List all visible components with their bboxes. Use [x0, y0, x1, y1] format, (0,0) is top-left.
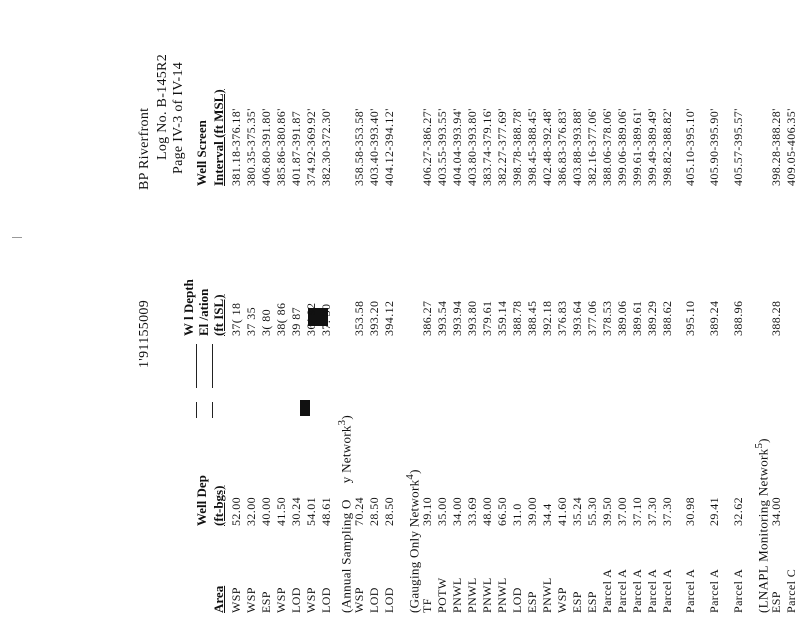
table-cell-area: PNWL	[450, 577, 464, 613]
table-cell-area: ESP	[259, 591, 273, 613]
table-cell-area: WSP	[244, 587, 258, 613]
table-cell-depth: 41.60	[555, 497, 569, 526]
table-cell-screen: 381.18-376.18'	[229, 108, 243, 186]
col-depth-header-1: Well Dep	[194, 475, 209, 526]
table-cell-elev: 37( 18	[229, 302, 243, 336]
table-cell-area: ESP	[769, 591, 783, 613]
table-cell-elev: 392.18	[540, 300, 554, 336]
table-cell-elev: 393.80	[465, 300, 479, 336]
table-cell-area: PNWL	[495, 577, 509, 613]
table-cell-area: Parcel A	[615, 568, 629, 613]
table-cell-depth: 55.30	[585, 497, 599, 526]
table-cell-screen: 403.88-393.88'	[570, 108, 584, 186]
col-screen-header-2: Interval (ft MSL)	[211, 89, 226, 186]
table-cell-screen: 385.86-380.86'	[274, 108, 288, 186]
table-cell-elev: 395.10	[683, 300, 697, 336]
table-cell-depth: 39.50	[600, 497, 614, 526]
table-cell-screen: 398.28-388.28'	[769, 108, 783, 186]
table-cell-screen: 388.06-378.06'	[600, 108, 614, 186]
table-cell-elev: 386.27	[420, 300, 434, 336]
log-number: Log No. B-145R2	[155, 54, 170, 160]
table-cell-screen: 398.45-388.45'	[525, 108, 539, 186]
table-cell-depth: 37.00	[615, 497, 629, 526]
table-cell-elev: 393.64	[570, 300, 584, 336]
table-cell-area: WSP	[229, 587, 243, 613]
table-cell-depth: 29.41	[707, 497, 721, 526]
table-cell-elev: 393.94	[450, 300, 464, 336]
table-cell-screen: 406.27-386.27'	[420, 108, 434, 186]
table-cell-area: Parcel C	[784, 568, 798, 613]
table-cell-screen: 405.57-395.57'	[731, 108, 745, 186]
redaction-blob	[300, 400, 310, 416]
table-cell-area: PNWL	[480, 577, 494, 613]
table-cell-depth: 54.01	[304, 497, 318, 526]
table-cell-depth: 52.00	[229, 497, 243, 526]
table-cell-depth: 40.00	[259, 497, 273, 526]
table-cell-area: LOD	[382, 587, 396, 613]
table-cell-area: WSP	[352, 587, 366, 613]
table-cell-elev: 393.20	[367, 300, 381, 336]
table-cell-elev: 38( 86	[274, 302, 288, 336]
table-cell-screen: 374.92-369.92'	[304, 108, 318, 186]
col-area-header: Area	[211, 585, 226, 613]
table-cell-screen: 406.80-391.80'	[259, 108, 273, 186]
table-cell-elev: 389.24	[707, 300, 721, 336]
table-cell-area: Parcel A	[707, 568, 721, 613]
table-cell-depth: 37.10	[630, 497, 644, 526]
table-cell-depth: 48.61	[319, 497, 333, 526]
smudge-line	[196, 344, 197, 388]
table-cell-area: WSP	[304, 587, 318, 613]
table-cell-area: LOD	[367, 587, 381, 613]
table-cell-elev: 377.06	[585, 300, 599, 336]
table-cell-area: LOD	[289, 587, 303, 613]
table-cell-elev: 353.58	[352, 300, 366, 336]
table-cell-area: WSP	[555, 587, 569, 613]
table-cell-depth: 70.24	[352, 497, 366, 526]
table-cell-area: ESP	[525, 591, 539, 613]
table-cell-depth: 28.50	[367, 497, 381, 526]
smudge-line	[212, 402, 213, 418]
company-name: BP Riverfront	[137, 107, 152, 190]
table-cell-screen: 398.82-388.82'	[660, 108, 674, 186]
lnapl-section-label: (LNAPL Monitoring Network$^5$)	[753, 438, 771, 613]
table-cell-elev: 376.83	[555, 300, 569, 336]
table-cell-screen: 399.06-389.06'	[615, 108, 629, 186]
table-cell-area: TF	[420, 598, 434, 613]
table-cell-elev: 359.14	[495, 300, 509, 336]
table-cell-screen: 399.61-389.61'	[630, 108, 644, 186]
table-cell-elev: 388.96	[731, 300, 745, 336]
col-elev-header-2: El /ation	[196, 288, 211, 336]
table-cell-elev: 378.53	[600, 300, 614, 336]
table-cell-area: LOD	[510, 587, 524, 613]
table-cell-elev: 388.45	[525, 300, 539, 336]
table-cell-screen: 398.78-388.78'	[510, 108, 524, 186]
page-number: Page IV-3 of IV-14	[171, 61, 186, 174]
table-cell-elev: 389.06	[615, 300, 629, 336]
col-screen-header-1: Well Screen	[194, 120, 209, 186]
table-cell-screen: 404.12-394.12'	[382, 108, 396, 186]
table-cell-area: Parcel A	[731, 568, 745, 613]
table-cell-screen: 399.49-389.49'	[645, 108, 659, 186]
table-cell-elev: 388.28	[769, 300, 783, 336]
table-cell-depth: 34.00	[769, 497, 783, 526]
table-cell-depth: 30.98	[683, 497, 697, 526]
table-cell-depth: 41.50	[274, 497, 288, 526]
table-cell-depth: 28.50	[382, 497, 396, 526]
table-cell-screen: 403.40-393.40'	[367, 108, 381, 186]
table-cell-depth: 32.00	[244, 497, 258, 526]
table-cell-area: LOD	[319, 587, 333, 613]
gauging-section-label: (Gauging Only Network$^4$)	[404, 469, 422, 613]
table-cell-depth: 37.30	[660, 497, 674, 526]
table-cell-screen: 382.30-372.30'	[319, 108, 333, 186]
table-cell-screen: 409.05-406.35'	[784, 108, 798, 186]
table-cell-screen: 403.55-393.55'	[435, 108, 449, 186]
table-cell-elev: 3( 80	[259, 309, 273, 336]
table-cell-depth: 35.00	[435, 497, 449, 526]
table-cell-screen: 358.58-353.58'	[352, 108, 366, 186]
col-elev-header-1: W l Depth	[181, 279, 196, 336]
table-cell-screen: 386.83-376.83'	[555, 108, 569, 186]
table-cell-screen: 405.10-395.10'	[683, 108, 697, 186]
table-cell-depth: 30.24	[289, 497, 303, 526]
table-cell-area: WSP	[274, 587, 288, 613]
table-cell-elev: 39 87	[289, 307, 303, 336]
table-cell-elev: 388.62	[660, 300, 674, 336]
table-cell-depth: 37.30	[645, 497, 659, 526]
table-cell-screen: 382.27-377.69'	[495, 108, 509, 186]
table-cell-area: ESP	[570, 591, 584, 613]
table-cell-screen: 405.90-395.90'	[707, 108, 721, 186]
table-cell-area: Parcel A	[630, 568, 644, 613]
table-cell-elev: 389.61	[630, 300, 644, 336]
col-elev-header-3: (ft ISL)	[211, 294, 226, 336]
table-cell-depth: 34.4	[540, 503, 554, 526]
table-cell-screen: 401.87-391.87	[289, 110, 303, 186]
smudge-line	[196, 402, 197, 418]
table-cell-depth: 39.10	[420, 497, 434, 526]
table-cell-area: Parcel A	[683, 568, 697, 613]
table-cell-elev: 394.12	[382, 300, 396, 336]
table-cell-elev: 37 35	[244, 307, 258, 336]
table-cell-screen: 403.80-393.80'	[465, 108, 479, 186]
table-cell-area: Parcel A	[645, 568, 659, 613]
table-cell-screen: 382.16-377.06'	[585, 108, 599, 186]
table-cell-depth: 32.62	[731, 497, 745, 526]
table-cell-area: PNWL	[465, 577, 479, 613]
table-cell-elev: 393.54	[435, 300, 449, 336]
table-cell-area: POTW	[435, 577, 449, 613]
table-cell-depth: 66.50	[495, 497, 509, 526]
table-cell-elev: 379.61	[480, 300, 494, 336]
document-id: 1'91155009	[137, 299, 152, 368]
table-cell-depth: 35.24	[570, 497, 584, 526]
smudge-line	[212, 344, 213, 388]
table-cell-screen: 402.48-392.48'	[540, 108, 554, 186]
table-cell-depth: 33.69	[465, 497, 479, 526]
table-cell-screen: 383.74-379.16'	[480, 108, 494, 186]
table-cell-elev: 388.78	[510, 300, 524, 336]
table-cell-elev: 36( 92	[304, 302, 318, 336]
table-cell-area: PNWL	[540, 577, 554, 613]
table-cell-area: ESP	[585, 591, 599, 613]
table-cell-depth: 31.0	[510, 503, 524, 526]
scan-speck	[12, 237, 22, 238]
table-cell-area: Parcel A	[660, 568, 674, 613]
table-cell-screen: 404.04-393.94'	[450, 108, 464, 186]
col-depth-header-2: (ft-bgs)	[211, 485, 226, 526]
table-cell-depth: 39.00	[525, 497, 539, 526]
table-cell-area: Parcel A	[600, 568, 614, 613]
table-cell-elev: 389.29	[645, 300, 659, 336]
table-cell-depth: 48.00	[480, 497, 494, 526]
table-cell-depth: 34.00	[450, 497, 464, 526]
table-cell-elev: 37. 30	[319, 303, 333, 336]
annual-section-label: (Annual Sampling Oy Network$^3$)	[336, 414, 354, 613]
table-cell-screen: 380.35-375.35'	[244, 108, 258, 186]
